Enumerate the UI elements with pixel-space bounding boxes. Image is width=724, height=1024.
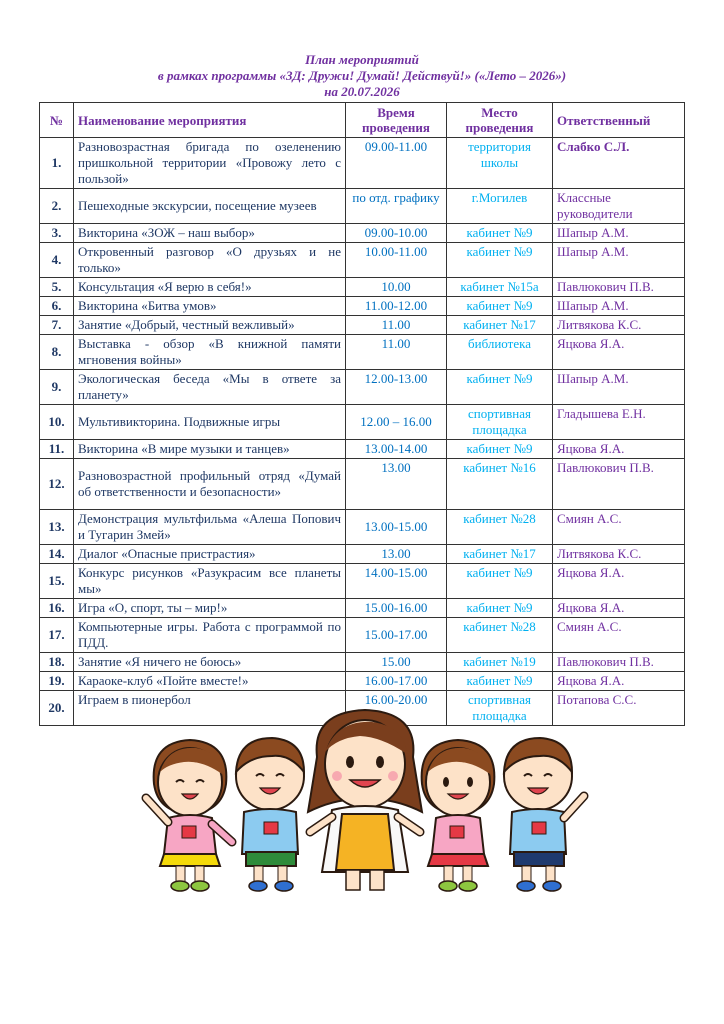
event-time: 15.00-16.00 — [346, 599, 447, 618]
event-responsible: Шапыр А.М. — [553, 297, 685, 316]
table-header-row — [40, 103, 685, 138]
event-place: кабинет №19 — [447, 653, 553, 672]
event-name: Мультивикторина. Подвижные игры — [74, 405, 346, 440]
title-line-3: на 20.07.2026 — [324, 84, 400, 99]
event-time: 15.00 — [346, 653, 447, 672]
event-place: спортивная площадка — [447, 691, 553, 726]
event-time: 11.00-12.00 — [346, 297, 447, 316]
event-name: Разновозрастной профильный отряд «Думай об ответственности и безопасности» — [74, 459, 346, 510]
event-name: Консультация «Я верю в себя!» — [74, 278, 346, 297]
table-row — [40, 440, 685, 459]
event-time: 13.00 — [346, 545, 447, 564]
event-time: по отд. графику — [346, 189, 447, 224]
row-number: 15. — [40, 564, 74, 599]
event-time: 16.00-17.00 — [346, 672, 447, 691]
event-responsible: Потапова С.С. — [553, 691, 685, 726]
event-time: 11.00 — [346, 335, 447, 370]
event-responsible: Яцкова Я.А. — [553, 599, 685, 618]
event-place: кабинет №28 — [447, 618, 553, 653]
event-name: Экологическая беседа «Мы в ответе за планету» — [74, 370, 346, 405]
table-row — [40, 653, 685, 672]
event-responsible: Шапыр А.М. — [553, 370, 685, 405]
event-time: 10.00-11.00 — [346, 243, 447, 278]
event-place: кабинет №9 — [447, 297, 553, 316]
event-time: 09.00-11.00 — [346, 138, 447, 189]
row-number: 13. — [40, 510, 74, 545]
event-responsible: Смиян А.С. — [553, 510, 685, 545]
table-row — [40, 564, 685, 599]
row-number: 11. — [40, 440, 74, 459]
table-row — [40, 672, 685, 691]
row-number: 2. — [40, 189, 74, 224]
row-number: 20. — [40, 691, 74, 726]
event-name: Викторина «ЗОЖ – наш выбор» — [74, 224, 346, 243]
table-row — [40, 138, 685, 189]
header-place: Место проведения — [447, 103, 553, 138]
event-time: 14.00-15.00 — [346, 564, 447, 599]
row-number: 14. — [40, 545, 74, 564]
event-responsible: Шапыр А.М. — [553, 224, 685, 243]
table-row — [40, 599, 685, 618]
event-responsible: Гладышева Е.Н. — [553, 405, 685, 440]
event-responsible: Смиян А.С. — [553, 618, 685, 653]
title-line-2: в рамках программы «3Д: Дружи! Думай! Действуй!» («Лето – 2026») — [157, 68, 567, 83]
event-place: территория школы — [447, 138, 553, 189]
event-name: Выставка - обзор «В книжной памяти мгновения войны» — [74, 335, 346, 370]
header-event-name: Наименование мероприятия — [74, 103, 346, 138]
header-number: № — [40, 103, 74, 138]
event-name: Диалог «Опасные пристрастия» — [74, 545, 346, 564]
event-place: г.Могилев — [447, 189, 553, 224]
event-responsible: Слабко С.Л. — [553, 138, 685, 189]
row-number: 10. — [40, 405, 74, 440]
teacher-figure — [308, 710, 422, 890]
event-name: Конкурс рисунков «Разукрасим все планеты мы» — [74, 564, 346, 599]
event-responsible: Павлюкович П.В. — [553, 278, 685, 297]
table-row — [40, 335, 685, 370]
event-place: кабинет №9 — [447, 564, 553, 599]
event-place: кабинет №9 — [447, 224, 553, 243]
table-row — [40, 224, 685, 243]
row-number: 3. — [40, 224, 74, 243]
event-responsible: Классные руководители — [553, 189, 685, 224]
event-responsible: Литвякова К.С. — [553, 316, 685, 335]
event-responsible: Литвякова К.С. — [553, 545, 685, 564]
row-number: 12. — [40, 459, 74, 510]
event-place: кабинет №15а — [447, 278, 553, 297]
event-responsible: Павлюкович П.В. — [553, 653, 685, 672]
row-number: 18. — [40, 653, 74, 672]
event-time: 15.00-17.00 — [346, 618, 447, 653]
child-figure — [146, 740, 232, 891]
plan-title — [0, 52, 724, 100]
event-place: кабинет №9 — [447, 599, 553, 618]
event-name: Разновозрастная бригада по озеленению пришкольной территории «Провожу лето с пользой» — [74, 138, 346, 189]
row-number: 1. — [40, 138, 74, 189]
child-figure — [422, 740, 495, 891]
event-place: спортивная площадка — [447, 405, 553, 440]
event-responsible: Яцкова Я.А. — [553, 440, 685, 459]
events-table — [39, 102, 685, 726]
table-row — [40, 297, 685, 316]
event-place: кабинет №17 — [447, 545, 553, 564]
event-name: Демонстрация мультфильма «Алеша Попович и Тугарин Змей» — [74, 510, 346, 545]
table-row — [40, 316, 685, 335]
event-place: библиотека — [447, 335, 553, 370]
event-name: Занятие «Добрый, честный вежливый» — [74, 316, 346, 335]
row-number: 9. — [40, 370, 74, 405]
event-time: 12.00-13.00 — [346, 370, 447, 405]
title-line-1: План мероприятий — [305, 52, 419, 67]
event-name: Занятие «Я ничего не боюсь» — [74, 653, 346, 672]
event-responsible: Яцкова Я.А. — [553, 672, 685, 691]
table-row — [40, 278, 685, 297]
event-name: Викторина «В мире музыки и танцев» — [74, 440, 346, 459]
child-figure — [236, 738, 304, 891]
event-responsible: Шапыр А.М. — [553, 243, 685, 278]
row-number: 8. — [40, 335, 74, 370]
row-number: 17. — [40, 618, 74, 653]
event-name: Викторина «Битва умов» — [74, 297, 346, 316]
child-figure — [504, 738, 584, 891]
table-row — [40, 189, 685, 224]
header-responsible: Ответственный — [553, 103, 685, 138]
row-number: 16. — [40, 599, 74, 618]
event-name: Пешеходные экскурсии, посещение музеев — [74, 189, 346, 224]
event-time: 16.00-20.00 — [346, 691, 447, 726]
row-number: 5. — [40, 278, 74, 297]
table-row — [40, 545, 685, 564]
event-place: кабинет №9 — [447, 672, 553, 691]
event-responsible: Павлюкович П.В. — [553, 459, 685, 510]
event-place: кабинет №9 — [447, 243, 553, 278]
row-number: 19. — [40, 672, 74, 691]
event-name: Игра «О, спорт, ты – мир!» — [74, 599, 346, 618]
event-responsible: Яцкова Я.А. — [553, 335, 685, 370]
table-row — [40, 459, 685, 510]
table-row — [40, 243, 685, 278]
event-place: кабинет №28 — [447, 510, 553, 545]
row-number: 4. — [40, 243, 74, 278]
event-name: Откровенный разговор «О друзьях и не только» — [74, 243, 346, 278]
row-number: 6. — [40, 297, 74, 316]
event-name: Караоке-клуб «Пойте вместе!» — [74, 672, 346, 691]
table-row — [40, 618, 685, 653]
children-holding-hands-illustration — [132, 702, 598, 894]
table-row — [40, 405, 685, 440]
event-name: Играем в пионербол — [74, 691, 346, 726]
header-time: Время проведения — [346, 103, 447, 138]
event-time: 12.00 – 16.00 — [346, 405, 447, 440]
event-place: кабинет №16 — [447, 459, 553, 510]
event-name: Компьютерные игры. Работа с программой по ПДД. — [74, 618, 346, 653]
event-time: 13.00 — [346, 459, 447, 510]
table-row — [40, 510, 685, 545]
event-place: кабинет №17 — [447, 316, 553, 335]
table-row — [40, 370, 685, 405]
event-time: 13.00-15.00 — [346, 510, 447, 545]
row-number: 7. — [40, 316, 74, 335]
event-place: кабинет №9 — [447, 440, 553, 459]
event-responsible: Яцкова Я.А. — [553, 564, 685, 599]
event-place: кабинет №9 — [447, 370, 553, 405]
event-time: 11.00 — [346, 316, 447, 335]
event-time: 10.00 — [346, 278, 447, 297]
event-time: 09.00-10.00 — [346, 224, 447, 243]
event-time: 13.00-14.00 — [346, 440, 447, 459]
